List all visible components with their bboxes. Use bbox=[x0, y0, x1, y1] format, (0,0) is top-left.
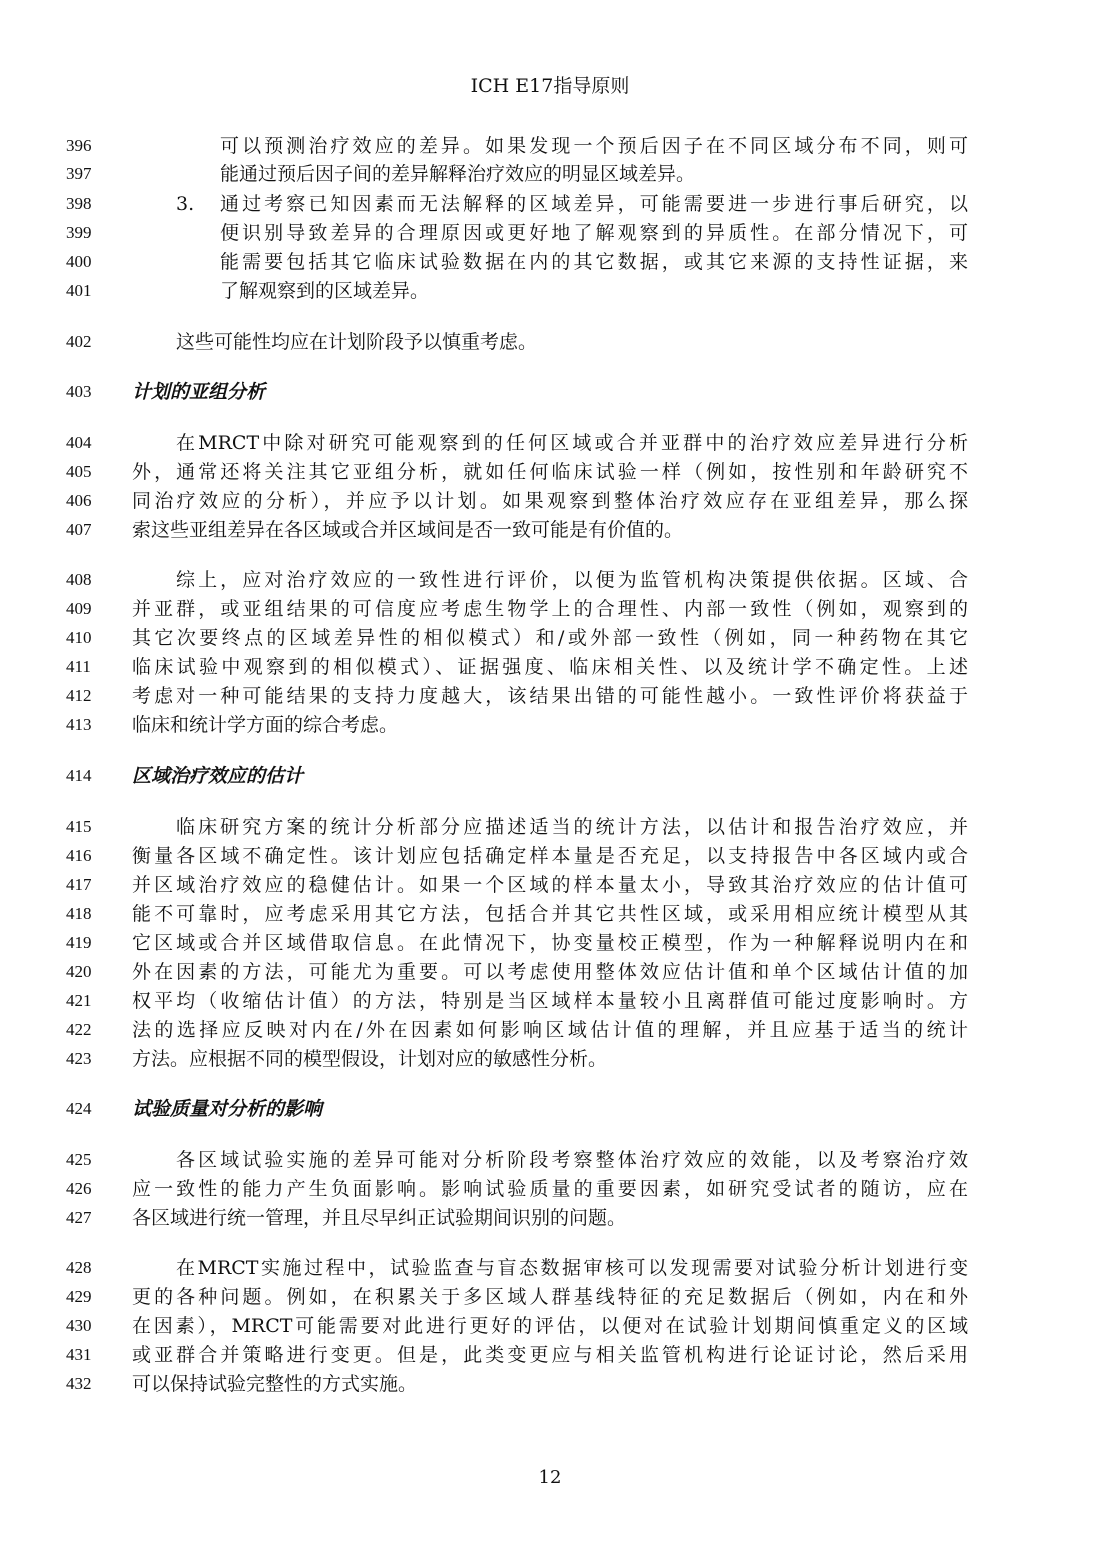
line-number: 410 bbox=[66, 628, 92, 647]
line-number: 407 bbox=[66, 520, 92, 539]
text-line: 能通过预后因子间的差异解释治疗效应的明显区域差异。 bbox=[220, 163, 696, 185]
text-line: 考虑对一种可能结果的支持力度越大，该结果出错的可能性越小。一致性评价将获益于 bbox=[132, 685, 968, 707]
text-line: 法的选择应反映对内在/外在因素如何影响区域估计值的理解，并且应基于适当的统计 bbox=[132, 1019, 968, 1041]
line-number: 430 bbox=[66, 1316, 92, 1335]
text-line: 便识别导致差异的合理原因或更好地了解观察到的异质性。在部分情况下，可 bbox=[220, 222, 968, 244]
section-heading: 计划的亚组分析 bbox=[132, 381, 266, 403]
line-number: 431 bbox=[66, 1345, 92, 1364]
text-line: 综上，应对治疗效应的一致性进行评价，以便为监管机构决策提供依据。区域、合 bbox=[176, 569, 968, 591]
line-number: 409 bbox=[66, 599, 92, 618]
text-line: 临床研究方案的统计分析部分应描述适当的统计方法，以估计和报告治疗效应，并 bbox=[176, 816, 968, 838]
line-number: 432 bbox=[66, 1374, 92, 1393]
text-line: 在因素），MRCT可能需要对此进行更好的评估，以便对在试验计划期间慎重定义的区域 bbox=[132, 1315, 968, 1337]
line-number: 423 bbox=[66, 1049, 92, 1068]
line-number: 402 bbox=[66, 332, 92, 351]
section-heading: 区域治疗效应的估计 bbox=[132, 765, 304, 787]
text-line: 能需要包括其它临床试验数据在内的其它数据，或其它来源的支持性证据，来 bbox=[220, 251, 968, 273]
text-line: 外在因素的方法，可能尤为重要。可以考虑使用整体效应估计值和单个区域估计值的加 bbox=[132, 961, 968, 983]
line-number: 428 bbox=[66, 1258, 92, 1277]
line-number: 400 bbox=[66, 252, 92, 271]
text-line: 临床试验中观察到的相似模式）、证据强度、临床相关性、以及统计学不确定性。上述 bbox=[132, 656, 968, 678]
line-number: 404 bbox=[66, 433, 92, 452]
line-number: 403 bbox=[66, 382, 92, 401]
line-number: 422 bbox=[66, 1020, 92, 1039]
text-line: 了解观察到的区域差异。 bbox=[220, 280, 430, 302]
text-line: 这些可能性均应在计划阶段予以慎重考虑。 bbox=[176, 331, 538, 353]
line-number: 424 bbox=[66, 1099, 92, 1118]
line-number: 406 bbox=[66, 491, 92, 510]
line-number: 396 bbox=[66, 136, 92, 155]
line-number: 419 bbox=[66, 933, 92, 952]
text-line: 在MRCT实施过程中，试验监查与盲态数据审核可以发现需要对试验分析计划进行变 bbox=[176, 1257, 968, 1279]
line-number: 426 bbox=[66, 1179, 92, 1198]
text-line: 权平均（收缩估计值）的方法，特别是当区域样本量较小且离群值可能过度影响时。方 bbox=[132, 990, 968, 1012]
text-line: 各区域试验实施的差异可能对分析阶段考察整体治疗效应的效能，以及考察治疗效 bbox=[176, 1149, 968, 1171]
line-number: 405 bbox=[66, 462, 92, 481]
line-number: 411 bbox=[66, 657, 91, 676]
line-number: 412 bbox=[66, 686, 92, 705]
text-line: 更的各种问题。例如，在积累关于多区域人群基线特征的充足数据后（例如，内在和外 bbox=[132, 1286, 968, 1308]
text-line: 其它次要终点的区域差异性的相似模式）和/或外部一致性（例如，同一种药物在其它 bbox=[132, 627, 968, 649]
line-number: 427 bbox=[66, 1208, 92, 1227]
line-number: 418 bbox=[66, 904, 92, 923]
text-line: 可以预测治疗效应的差异。如果发现一个预后因子在不同区域分布不同，则可 bbox=[220, 135, 968, 157]
text-line: 它区域或合并区域借取信息。在此情况下，协变量校正模型，作为一种解释说明内在和 bbox=[132, 932, 968, 954]
text-line: 方法。应根据不同的模型假设，计划对应的敏感性分析。 bbox=[132, 1048, 608, 1070]
text-line: 应一致性的能力产生负面影响。影响试验质量的重要因素，如研究受试者的随访，应在 bbox=[132, 1178, 968, 1200]
text-line: 或亚群合并策略进行变更。但是，此类变更应与相关监管机构进行论证讨论，然后采用 bbox=[132, 1344, 968, 1366]
line-number: 414 bbox=[66, 766, 92, 785]
list-marker: 3. bbox=[176, 193, 195, 215]
text-line: 衡量各区域不确定性。该计划应包括确定样本量是否充足，以支持报告中各区域内或合 bbox=[132, 845, 968, 867]
line-number: 416 bbox=[66, 846, 92, 865]
section-heading: 试验质量对分析的影响 bbox=[132, 1098, 323, 1120]
line-number: 421 bbox=[66, 991, 92, 1010]
line-number: 397 bbox=[66, 164, 92, 183]
line-number: 415 bbox=[66, 817, 92, 836]
text-line: 各区域进行统一管理，并且尽早纠正试验期间识别的问题。 bbox=[132, 1207, 627, 1229]
line-number: 413 bbox=[66, 715, 92, 734]
text-line: 在MRCT中除对研究可能观察到的任何区域或合并亚群中的治疗效应差异进行分析 bbox=[176, 432, 968, 454]
page-header: ICH E17指导原则 bbox=[470, 75, 630, 97]
text-line: 临床和统计学方面的综合考虑。 bbox=[132, 714, 399, 736]
page-number: 12 bbox=[538, 1467, 562, 1488]
line-number: 429 bbox=[66, 1287, 92, 1306]
line-number: 398 bbox=[66, 194, 92, 213]
line-number: 425 bbox=[66, 1150, 92, 1169]
text-line: 通过考察已知因素而无法解释的区域差异，可能需要进一步进行事后研究，以 bbox=[220, 193, 968, 215]
line-number: 417 bbox=[66, 875, 92, 894]
text-line: 外，通常还将关注其它亚组分析，就如任何临床试验一样（例如，按性别和年龄研究不 bbox=[132, 461, 968, 483]
line-number: 408 bbox=[66, 570, 92, 589]
line-number: 420 bbox=[66, 962, 92, 981]
line-number: 399 bbox=[66, 223, 92, 242]
text-line: 同治疗效应的分析），并应予以计划。如果观察到整体治疗效应存在亚组差异，那么探 bbox=[132, 490, 968, 512]
text-line: 能不可靠时，应考虑采用其它方法，包括合并其它共性区域，或采用相应统计模型从其 bbox=[132, 903, 968, 925]
text-line: 并区域治疗效应的稳健估计。如果一个区域的样本量太小，导致其治疗效应的估计值可 bbox=[132, 874, 968, 896]
text-line: 可以保持试验完整性的方式实施。 bbox=[132, 1373, 418, 1395]
text-line: 索这些亚组差异在各区域或合并区域间是否一致可能是有价值的。 bbox=[132, 519, 684, 541]
line-number: 401 bbox=[66, 281, 92, 300]
text-line: 并亚群，或亚组结果的可信度应考虑生物学上的合理性、内部一致性（例如，观察到的 bbox=[132, 598, 968, 620]
